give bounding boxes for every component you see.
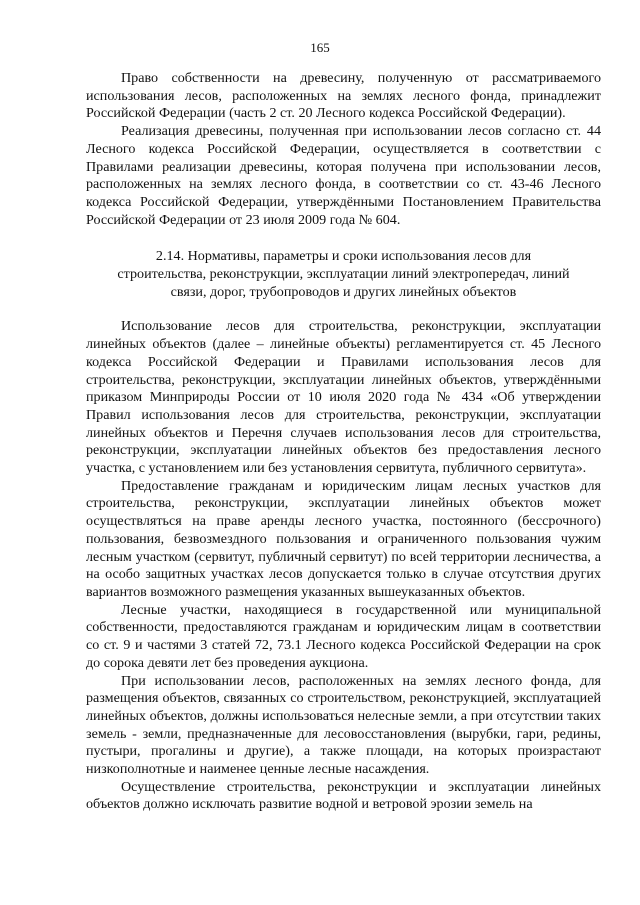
paragraph-land-provision: Предоставление гражданам и юридическим лицам лесных участков для строительства, реконструкции, эксплуатации линейных объектов может осуществляться на праве аренды лесного участка, постоянного (бессрочного) пользования, безвозмездного пользования и ограниченного пользования чужим лесным участком (сервитут, публичный сервитут) по всей территории лесничества, а на особо защитных участках лесов допускается только в случае отсутствия других вариантов возможного размещения указанных вышеуказанных объектов. [86,477,601,600]
paragraph-usage-regulation: Использование лесов для строительства, реконструкции, эксплуатации линейных объектов (далее – линейные объекты) регламентируется ст. 45 Лесного кодекса Российской Федерации и Правилами использования лесов для строительства, реконструкции, эксплуатации линейных объектов, утверждёнными приказом Минприроды России от 10 июля 2020 года № 434 «Об утверждении Правил использования лесов для строительства, реконструкции, эксплуатации линейных объектов и Перечня случаев использования лесов для строительства, реконструкции, эксплуатации линейных объектов без предоставления лесного участка, с установлением или без установления сервитута, публичного сервитута». [86,318,601,477]
section-heading-line: строительства, реконструкции, эксплуатации линий электропередач, линий [117,266,570,283]
paragraph-erosion: Осуществление строительства, реконструкции и эксплуатации линейных объектов должно исключать развитие водной и ветровой эрозии земель на [86,778,601,813]
section-heading-line: связи, дорог, трубопроводов и других линейных объектов [170,283,517,300]
paragraph-timber-sale: Реализация древесины, полученная при использовании лесов согласно ст. 44 Лесного кодекса Российской Федерации, осуществляется в соответствии с Правилами реализации древесины, которая получена при использовании лесов, расположенных на землях лесного фонда, в соответствии со ст. 43-46 Лесного кодекса Российской Федерации, утверждёнными Постановлением Правительства Российской Федерации от 23 июля 2009 года № 604. [86,123,601,228]
paragraph-land-use-priority: При использовании лесов, расположенных на землях лесного фонда, для размещения объектов, связанных со строительством, реконструкцией, эксплуатацией линейных объектов, должны использоваться нелесные земли, а при отсутствии таких земель - земли, предназначенные для лесовосстановления (вырубки, гари, редины, пустыри, прогалины и другие), а также площади, на которых произрастают низкополнотные и наименее ценные лесные насаждения. [86,672,601,778]
section-heading [86,248,601,301]
paragraph-ownership: Право собственности на древесину, полученную от рассматриваемого использования лесов, расположенных на землях лесного фонда, принадлежит Российской Федерации (часть 2 ст. 20 Лесного кодекса Российской Федерации). [86,70,601,122]
paragraph-state-land: Лесные участки, находящиеся в государственной или муниципальной собственности, предоставляются гражданам и юридическим лицам в соответствии со ст. 9 и частями 3 статей 72, 73.1 Лесного кодекса Российской Федерации на срок до сорока девяти лет без проведения аукциона. [86,601,601,671]
page-number: 165 [310,40,330,55]
section-heading-line: 2.14. Нормативы, параметры и сроки использования лесов для [155,248,532,265]
page-content [86,70,601,814]
